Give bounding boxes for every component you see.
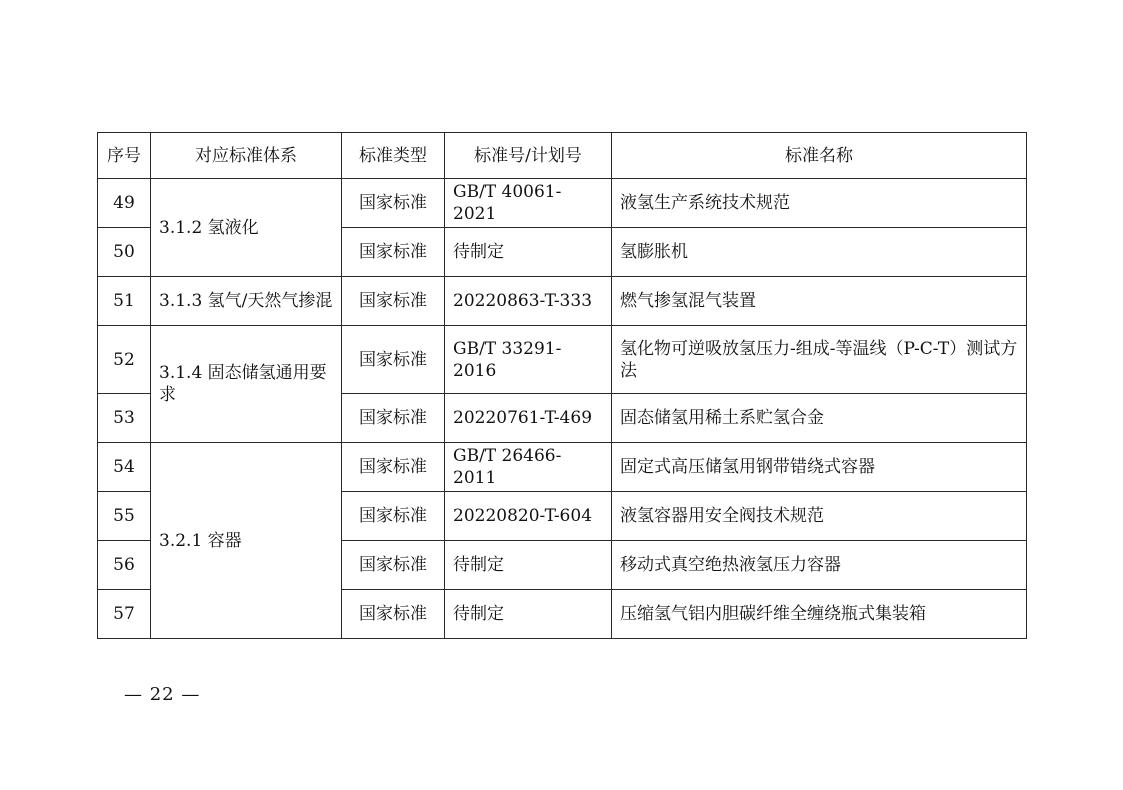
cell-serial-no: 53 — [98, 394, 151, 443]
cell-standard-code: GB/T 33291-2016 — [445, 326, 612, 394]
cell-standard-type: 国家标准 — [342, 179, 445, 228]
cell-serial-no: 50 — [98, 228, 151, 277]
header-standard-type: 标准类型 — [342, 133, 445, 179]
page-number: — 22 — — [124, 684, 201, 705]
cell-standard-name: 液氢生产系统技术规范 — [612, 179, 1027, 228]
cell-standard-type: 国家标准 — [342, 443, 445, 492]
cell-standard-system: 3.1.3 氢气/天然气掺混 — [151, 277, 342, 326]
cell-standard-code: 20220820-T-604 — [445, 492, 612, 541]
cell-standard-type: 国家标准 — [342, 394, 445, 443]
cell-standard-system: 3.1.2 氢液化 — [151, 179, 342, 277]
cell-standard-name: 移动式真空绝热液氢压力容器 — [612, 541, 1027, 590]
table-row — [98, 443, 1027, 492]
cell-serial-no: 55 — [98, 492, 151, 541]
cell-serial-no: 51 — [98, 277, 151, 326]
cell-standard-type: 国家标准 — [342, 590, 445, 639]
table-row — [98, 179, 1027, 228]
standards-table — [97, 132, 1027, 639]
cell-standard-code: 待制定 — [445, 590, 612, 639]
cell-standard-code: GB/T 40061-2021 — [445, 179, 612, 228]
table-header-row — [98, 133, 1027, 179]
cell-standard-type: 国家标准 — [342, 326, 445, 394]
cell-standard-type: 国家标准 — [342, 492, 445, 541]
cell-standard-type: 国家标准 — [342, 277, 445, 326]
table-row — [98, 326, 1027, 394]
cell-standard-name: 压缩氢气铝内胆碳纤维全缠绕瓶式集装箱 — [612, 590, 1027, 639]
cell-serial-no: 54 — [98, 443, 151, 492]
cell-standard-name: 氢膨胀机 — [612, 228, 1027, 277]
cell-standard-name: 固定式高压储氢用钢带错绕式容器 — [612, 443, 1027, 492]
header-serial-no: 序号 — [98, 133, 151, 179]
cell-standard-code: 待制定 — [445, 541, 612, 590]
cell-standard-code: 20220761-T-469 — [445, 394, 612, 443]
cell-serial-no: 56 — [98, 541, 151, 590]
cell-standard-name: 燃气掺氢混气装置 — [612, 277, 1027, 326]
cell-serial-no: 52 — [98, 326, 151, 394]
cell-standard-name: 液氢容器用安全阀技术规范 — [612, 492, 1027, 541]
table-row — [98, 277, 1027, 326]
header-standard-system: 对应标准体系 — [151, 133, 342, 179]
cell-standard-type: 国家标准 — [342, 541, 445, 590]
cell-standard-name: 固态储氢用稀土系贮氢合金 — [612, 394, 1027, 443]
cell-standard-code: GB/T 26466-2011 — [445, 443, 612, 492]
cell-standard-name: 氢化物可逆吸放氢压力-组成-等温线（P-C-T）测试方法 — [612, 326, 1027, 394]
cell-standard-type: 国家标准 — [342, 228, 445, 277]
cell-serial-no: 57 — [98, 590, 151, 639]
cell-standard-system: 3.1.4 固态储氢通用要求 — [151, 326, 342, 443]
cell-standard-code: 20220863-T-333 — [445, 277, 612, 326]
cell-standard-code: 待制定 — [445, 228, 612, 277]
cell-standard-system: 3.2.1 容器 — [151, 443, 342, 639]
header-standard-name: 标准名称 — [612, 133, 1027, 179]
header-standard-code: 标准号/计划号 — [445, 133, 612, 179]
cell-serial-no: 49 — [98, 179, 151, 228]
